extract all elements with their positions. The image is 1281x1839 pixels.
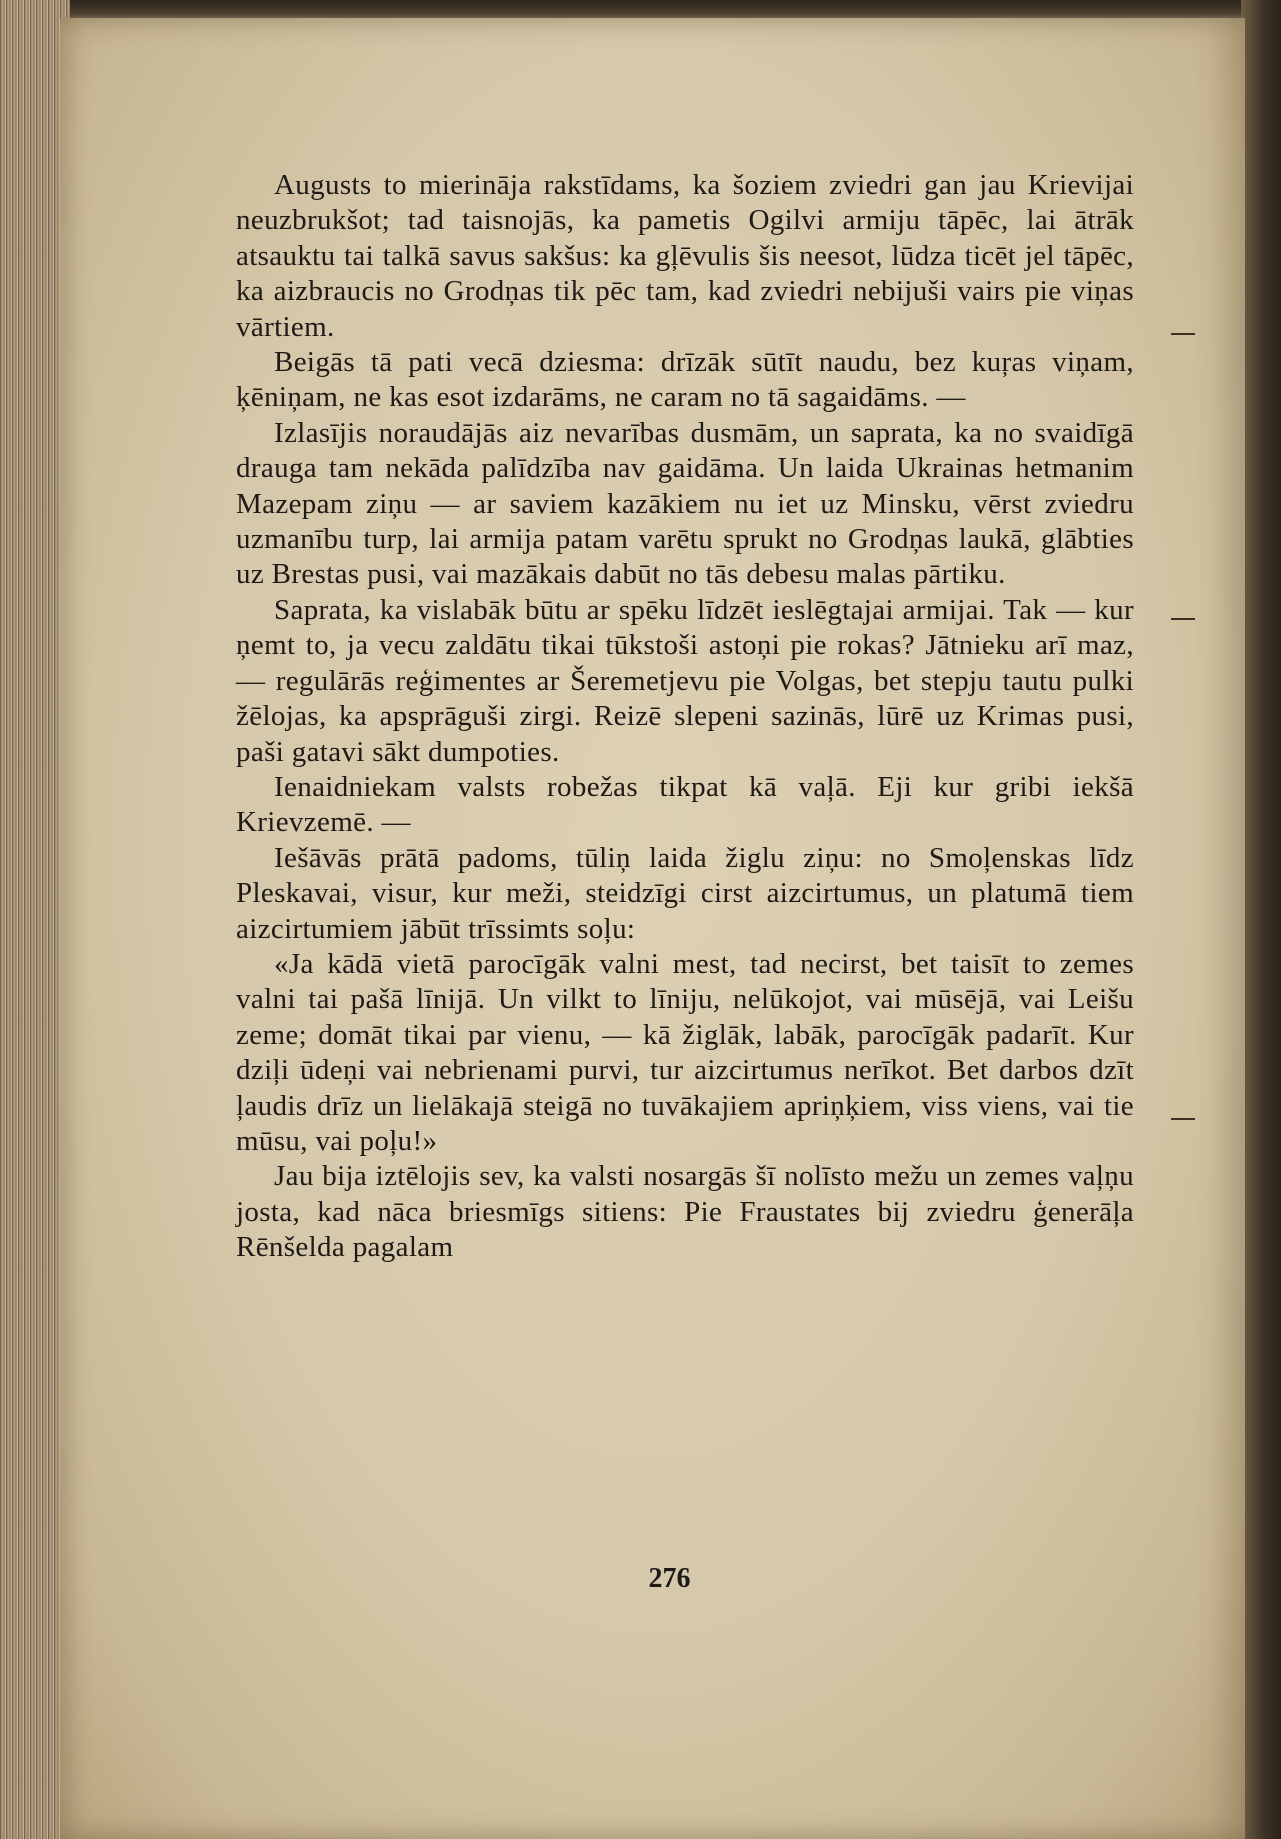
page-edge-mark [1171,618,1195,620]
page-edge-mark [1171,333,1195,335]
paragraph: Beigās tā pati vecā dziesma: drīzāk sūtīt naudu, bez kuŗas viņam, ķēniņam, ne kas esot izdarāms, ne caram no tā sagaidāms. — [236,346,1134,414]
paragraph: Augusts to mierināja rakstīdams, ka šoziem zviedri gan jau Krievijai neuzbrukšot; tad taisnojās, ka pametis Ogilvi armiju tāpēc, lai ātrāk atsauktu tai talkā savus sakšus: ka gļēvulis šis neesot, lūdza ticēt jel tāpēc, ka aizbraucis no Grodņas tik pēc tam, kad zviedri nebijuši vairs pie viņas vārtiem. [236,169,1134,343]
paragraph: «Ja kādā vietā parocīgāk valni mest, tad necirst, bet taisīt to zemes valni tai pašā līnijā. Un vilkt to līniju, nelūkojot, vai mūsējā, vai Leišu zeme; domāt tikai par vienu, — kā žiglāk, labāk, parocīgāk padarīt. Kur dziļi ūdeņi vai nebrienami purvi, tur aizcirtumus nerīkot. Bet darbos dzīt ļaudis drīz un lielākajā steigā no tuvākajiem apriņķiem, viss viens, vai tie mūsu, vai poļu!» [236,947,1134,1157]
paragraph: Saprata, ka vislabāk būtu ar spēku līdzēt ieslēgtajai armijai. Tak — kur ņemt to, ja vecu zaldātu tikai tūkstoši astoņi pie rokas? Jātnieku arī maz, — regulārās reģimentes ar Šeremetjevu pie Volgas, bet stepju tautu pulki žēlojas, ka apsprāguši zirgi. Reizē slepeni sazinās, lūrē uz Krimas pusi, paši gatavi sākt dumpoties. [236,593,1134,768]
page-number: 276 [648,1563,691,1594]
paragraph: Ienaidniekam valsts robežas tikpat kā vaļā. Eji kur gribi iekšā Krievzemē. — [236,770,1134,839]
paragraph: Izlasījis noraudājās aiz nevarības dusmām, un saprata, ka no svaidīgā drauga tam nekāda palīdzība nav gaidāma. Un laida Ukrainas hetmanim Mazepam ziņu — ar saviem kazākiem nu iet uz Minsku, vērst zviedru uzmanību turp, lai armija patam varētu sprukt no Grodņas laukā, glābties uz Brestas pusi, vai mazākais dabūt no tās debesu malas pārtiku. [236,416,1134,591]
body-text [236,168,1134,1266]
paragraph: Jau bija iztēlojis sev, ka valsti nosargās šī nolīsto mežu un zemes vaļņu josta, kad nāca briesmīgs sitiens: Pie Fraustates bij zviedru ģenerāļa Rēnšelda pagalam [236,1160,1134,1264]
paragraph: Iešāvās prātā padoms, tūliņ laida žiglu ziņu: no Smoļenskas līdz Pleskavai, visur, kur meži, steidzīgi cirst aizcirtumus, un platumā tiem aizcirtumiem jābūt trīssimts soļu: [236,841,1134,945]
page-edge-mark [1171,1118,1195,1120]
